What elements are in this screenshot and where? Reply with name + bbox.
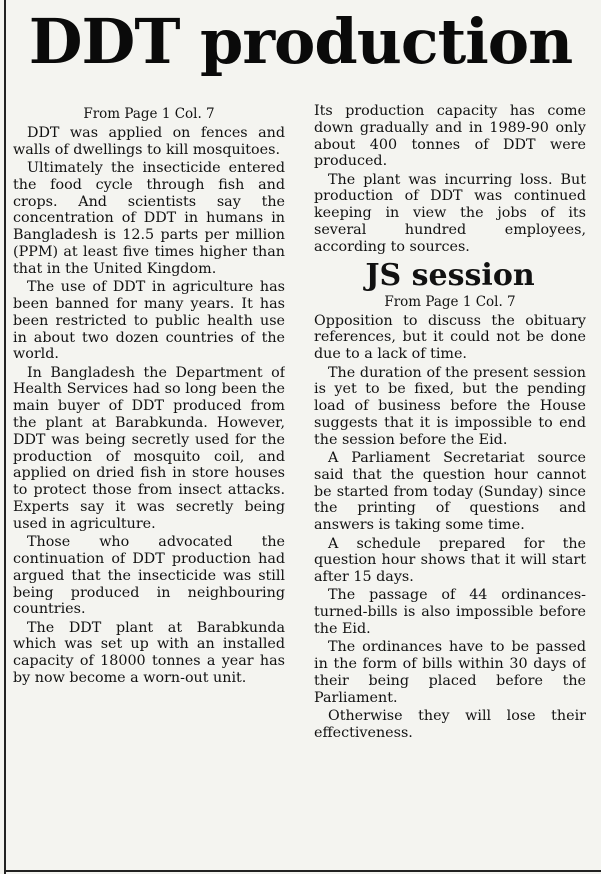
paragraph: The DDT plant at Barabkunda which was set up with an installed capacity of 18000 tonnes a year has by now become a worn-out unit. (13, 619, 285, 686)
right-column (314, 103, 586, 869)
paragraph: Its production capacity has come down gradually and in 1989-90 only about 400 tonnes of DDT were produced. (314, 103, 586, 170)
paragraph: The plant was incurring loss. But production of DDT was continued keeping in view the jobs of its several hundred employees, according to sources. (314, 171, 586, 255)
headline-ddt-production: DDT production (28, 5, 573, 78)
paragraph: The passage of 44 ordinances-turned-bills is also impossible before the Eid. (314, 587, 586, 638)
paragraph: A Parliament Secretariat source said that the question hour cannot be started from today (Sunday) since the printing of questions and answers is taking some time. (314, 450, 586, 534)
dateline: From Page 1 Col. 7 (83, 106, 215, 122)
paragraph: A schedule prepared for the question hour shows that it will start after 15 days. (314, 535, 586, 586)
paragraph: Opposition to discuss the obituary references, but it could not be done due to a lack of time. (314, 312, 586, 363)
headline-js-session: JS session (365, 257, 535, 293)
paragraph: The ordinances have to be passed in the form of bills within 30 days of their being placed before the Parliament. (314, 639, 586, 706)
paragraph: Those who advocated the continuation of DDT production had argued that the insecticide was still being produced in neighbouring countries. (13, 534, 285, 618)
column-rule-left (4, 0, 6, 874)
paragraph: The use of DDT in agriculture has been banned for many years. It has been restricted to public health use in about two dozen countries of the world. (13, 279, 285, 363)
paragraph: In Bangladesh the Department of Health Services had so long been the main buyer of DDT produced from the plant at Barabkunda. However, DDT was being secretly used for the production of mosquito coil, and applied on dried fish in store houses to protect those from insect attacks. Experts say it was secretly being used in agriculture. (13, 364, 285, 532)
paragraph: Otherwise they will lose their effectiveness. (314, 708, 586, 741)
paragraph: The duration of the present session is yet to be fixed, but the pending load of business before the House suggests that it is impossible to end the session before the Eid. (314, 364, 586, 448)
left-column (13, 106, 285, 872)
paragraph: Ultimately the insecticide entered the food cycle through fish and crops. And scientists say the concentration of DDT in humans in Bangladesh is 12.5 parts per million (PPM) at least five times higher than that in the United Kingdom. (13, 160, 285, 277)
dateline: From Page 1 Col. 7 (384, 293, 516, 310)
paragraph: DDT was applied on fences and walls of dwellings to kill mosquitoes. (13, 125, 285, 158)
